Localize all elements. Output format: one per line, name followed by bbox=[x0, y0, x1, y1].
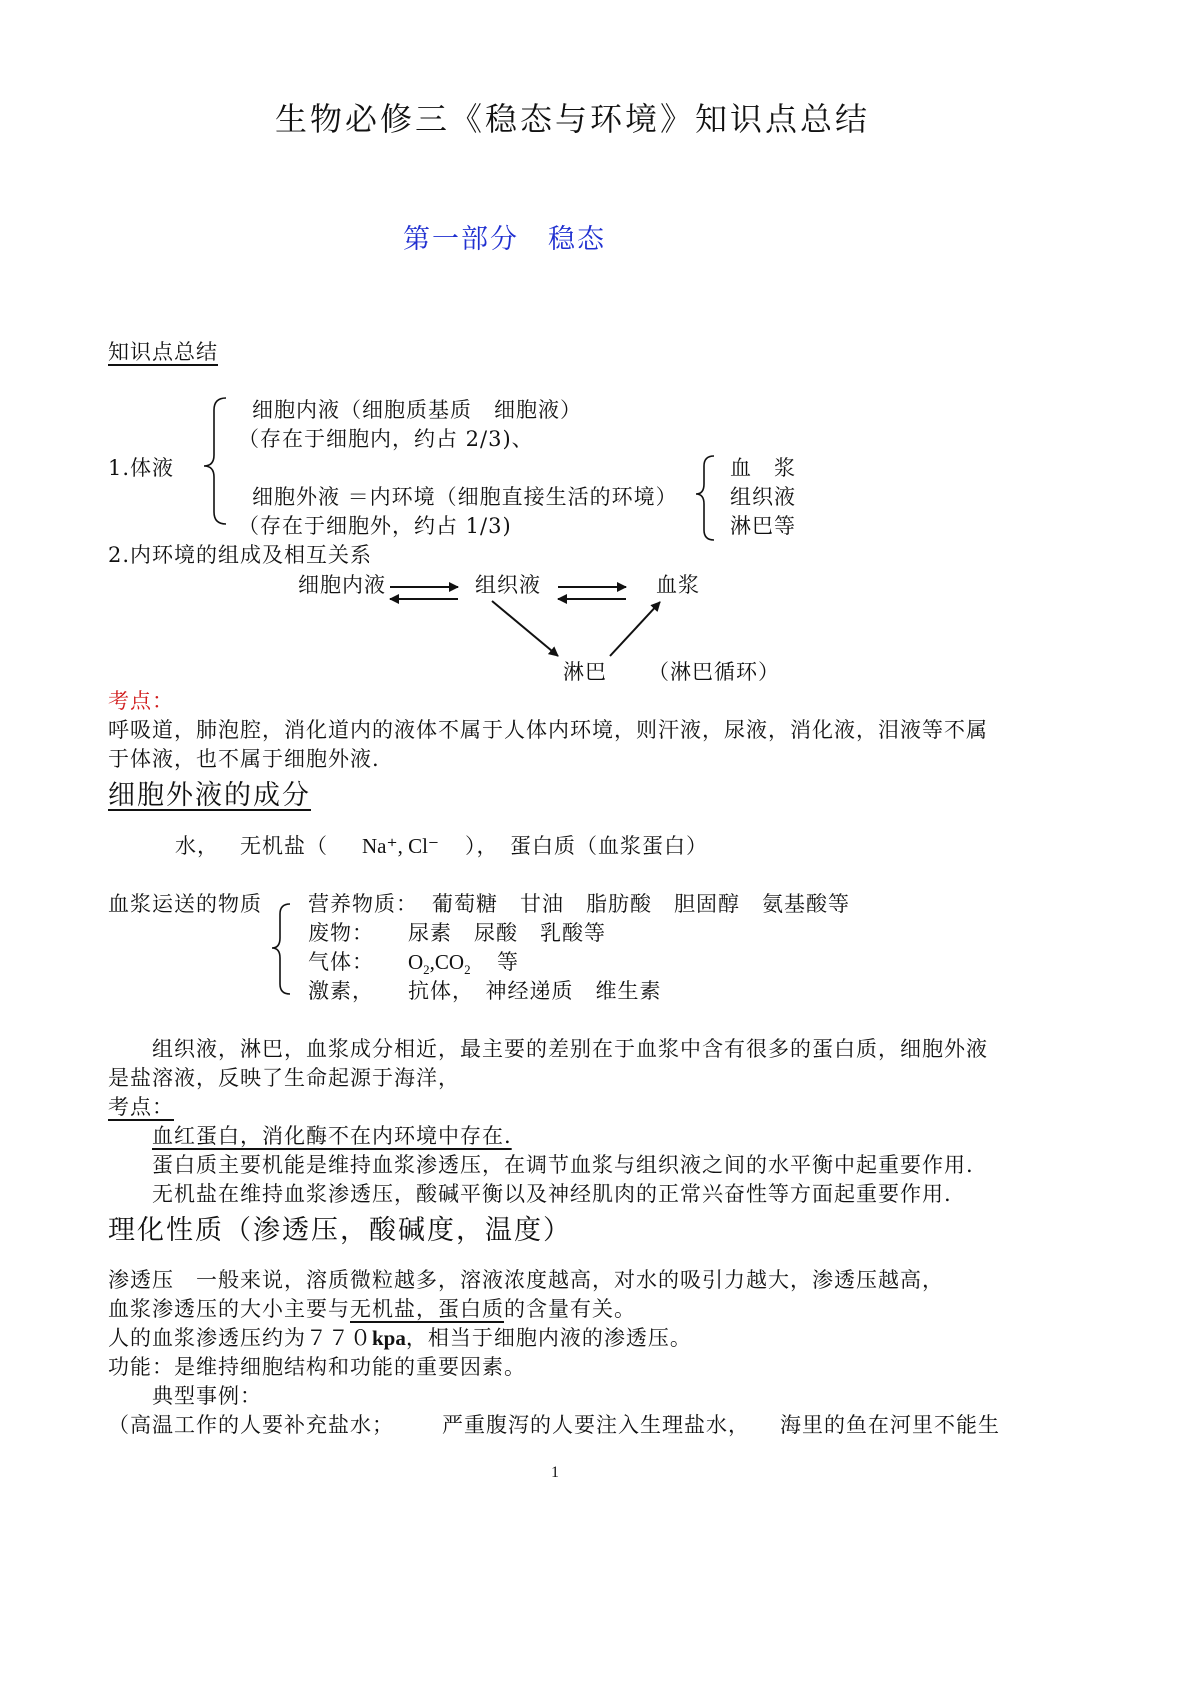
physchem-line-2a: 血浆渗透压的大小主要与 bbox=[108, 1297, 350, 1321]
physchem-line-3b: kpa bbox=[372, 1326, 406, 1350]
transport-name-hormone: 激素， bbox=[308, 979, 374, 1003]
relation-label: 2.内环境的组成及相互关系 bbox=[108, 543, 373, 567]
lymph-circulation-note: （淋巴循环） bbox=[648, 660, 780, 684]
exam-point-line-1: 呼吸道，肺泡腔，消化道内的液体不属于人体内环境，则汗液，尿液，消化液，泪液等不属 bbox=[108, 718, 988, 742]
extracellular-fluid: 细胞外液 ＝内环境（细胞直接生活的环境） bbox=[252, 485, 678, 509]
physchem-line-6c: 海里的鱼在河里不能生 bbox=[780, 1413, 1000, 1437]
ecf-exam-label: 考点： bbox=[108, 1095, 174, 1119]
node-lymph: 淋巴 bbox=[563, 660, 607, 684]
physchem-line-1: 渗透压 一般来说，溶质微粒越多，溶液浓度越高，对水的吸引力越大，渗透压越高， bbox=[108, 1268, 944, 1292]
arrow-tissue-to-lymph bbox=[492, 601, 558, 656]
body-fluid-label: 1.体液 bbox=[108, 456, 175, 480]
component-plasma: 血 浆 bbox=[730, 456, 796, 480]
physchem-line-3a: 人的血浆渗透压约为７７０ bbox=[108, 1326, 372, 1350]
physchem-line-6a: （高温工作的人要补充盐水； bbox=[108, 1413, 394, 1437]
exam-point-line-2: 于体液，也不属于细胞外液. bbox=[108, 747, 380, 771]
ecf-paragraph-line-2: 是盐溶液，反映了生命起源于海洋， bbox=[108, 1066, 460, 1090]
ecf-salt-close: ）， bbox=[465, 834, 499, 858]
transport-items-nutrients: 葡萄糖 甘油 脂肪酸 胆固醇 氨基酸等 bbox=[432, 892, 850, 916]
gas-sub-2: 2 bbox=[464, 962, 471, 978]
node-plasma: 血浆 bbox=[656, 573, 700, 597]
physchem-line-5: 典型事例： bbox=[152, 1384, 262, 1408]
node-intracellular: 细胞内液 bbox=[298, 573, 386, 597]
part-title: 第一部分 稳态 bbox=[403, 224, 606, 255]
ecf-paragraph-line-1: 组织液，淋巴，血浆成分相近，最主要的差别在于血浆中含有很多的蛋白质，细胞外液 bbox=[152, 1037, 988, 1061]
transport-name-waste: 废物： bbox=[308, 921, 374, 945]
arrow-lymph-to-plasma bbox=[610, 602, 660, 656]
plasma-transport-label: 血浆运送的物质 bbox=[108, 892, 262, 916]
transport-name-gas: 气体： bbox=[308, 950, 374, 974]
transport-name-nutrients: 营养物质： bbox=[308, 892, 418, 916]
brace-body-fluid bbox=[204, 398, 226, 524]
physchem-line-4: 功能：是维持细胞结构和功能的重要因素。 bbox=[108, 1355, 526, 1379]
node-tissue-fluid: 组织液 bbox=[475, 573, 541, 597]
ecf-exam-line-1: 血红蛋白，消化酶不在内环境中存在. bbox=[152, 1124, 512, 1148]
brace-ecf-components bbox=[696, 456, 714, 540]
ecf-exam-line-3: 无机盐在维持血浆渗透压，酸碱平衡以及神经肌肉的正常兴奋性等方面起重要作用. bbox=[152, 1182, 952, 1206]
physchem-line-3c: ，相当于细胞内液的渗透压。 bbox=[405, 1326, 692, 1350]
ecf-exam-line-2: 蛋白质主要机能是维持血浆渗透压，在调节血浆与组织液之间的水平衡中起重要作用. bbox=[152, 1153, 974, 1177]
physchem-line-2c: 的含量有关。 bbox=[504, 1297, 636, 1321]
section-label: 知识点总结 bbox=[108, 340, 218, 364]
gas-sub-1: 2 bbox=[423, 962, 430, 978]
physchem-line-6b: 严重腹泻的人要注入生理盐水， bbox=[442, 1413, 750, 1437]
intracellular-note: （存在于细胞内，约占 2/3)、 bbox=[238, 427, 534, 451]
page-title: 生物必修三《稳态与环境》知识点总结 bbox=[275, 100, 871, 138]
physchem-line-2b: 无机盐，蛋白质 bbox=[350, 1297, 504, 1321]
exam-point-label: 考点： bbox=[108, 689, 174, 713]
ecf-water: 水， bbox=[175, 834, 219, 858]
transport-items-waste: 尿素 尿酸 乳酸等 bbox=[408, 921, 606, 945]
transport-items-hormone: 抗体， 神经递质 维生素 bbox=[408, 979, 662, 1003]
ecf-salt-label: 无机盐（ bbox=[240, 834, 328, 858]
brace-plasma-transport bbox=[272, 904, 290, 994]
component-tissue-fluid: 组织液 bbox=[730, 485, 796, 509]
ecf-protein: 蛋白质（血浆蛋白） bbox=[510, 834, 708, 858]
ecf-ions: Na⁺, Cl⁻ bbox=[362, 834, 439, 858]
transport-gas-suffix: 等 bbox=[497, 950, 519, 974]
component-lymph: 淋巴等 bbox=[730, 514, 796, 538]
intracellular-fluid: 细胞内液（细胞质基质 细胞液） bbox=[252, 398, 582, 422]
physchem-heading: 理化性质（渗透压，酸碱度，温度） bbox=[108, 1215, 572, 1246]
gas-co: ,CO bbox=[429, 950, 465, 974]
gas-o: O bbox=[408, 950, 424, 974]
extracellular-note: （存在于细胞外，约占 1/3) bbox=[238, 514, 512, 538]
ecf-heading: 细胞外液的成分 bbox=[108, 780, 311, 811]
page-number: 1 bbox=[551, 1464, 559, 1481]
